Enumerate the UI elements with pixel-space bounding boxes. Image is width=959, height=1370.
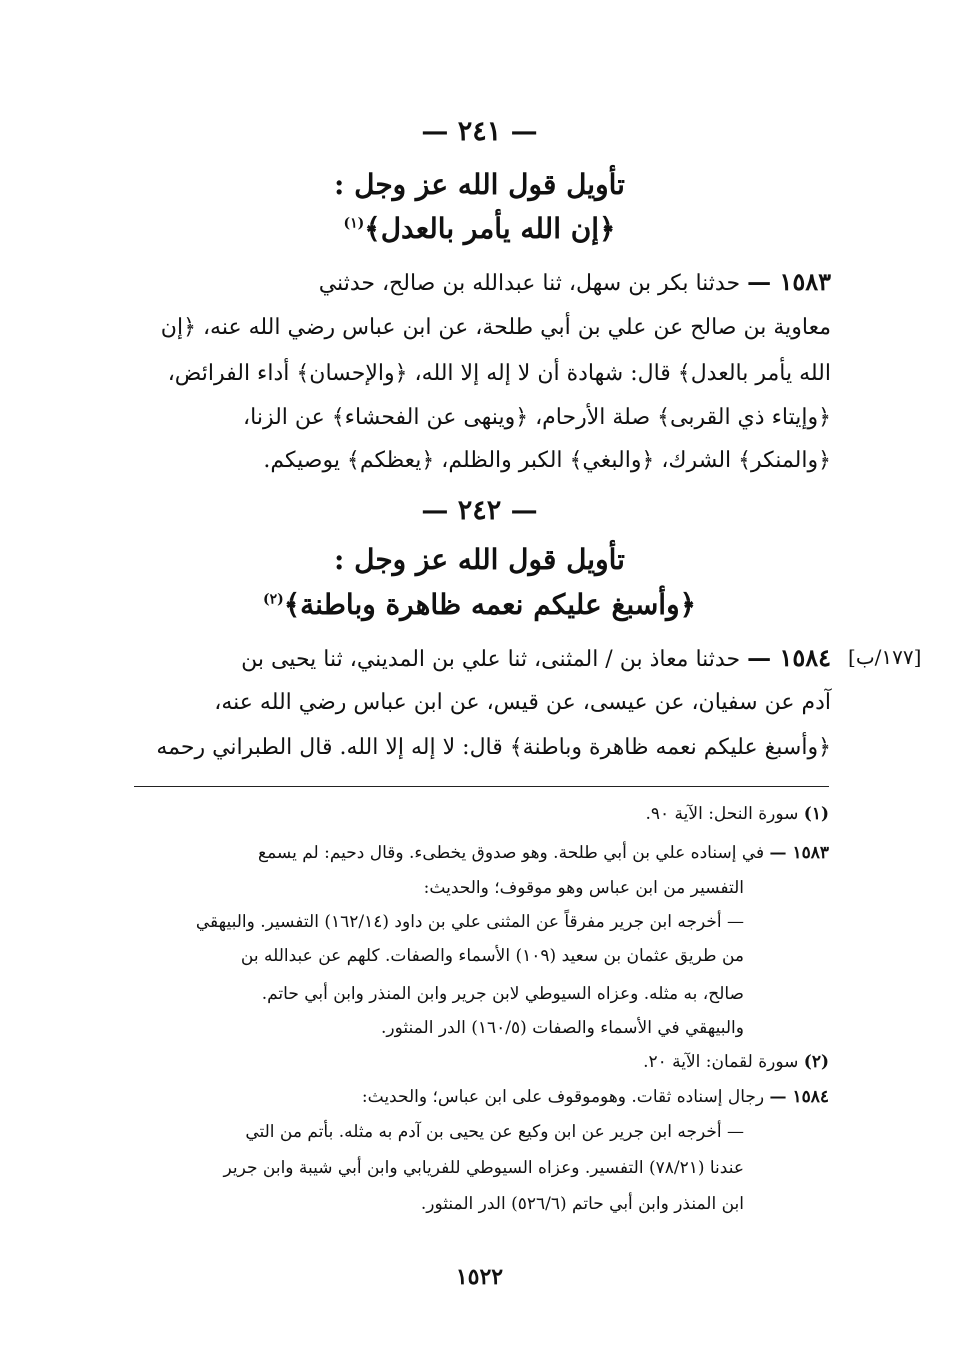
footnote-text: سورة لقمان: الآية ٢٠. xyxy=(643,1052,799,1072)
footnote-line xyxy=(258,845,829,862)
hadith-line: الله يأمر بالعدل﴾ قال: شهادة أن لا إله إلا الله، ﴿والإحسان﴾ أداء الفرائض، xyxy=(167,361,831,386)
ayah-text: ﴿وأسبغ عليكم نعمه ظاهرة وباطنة﴾ xyxy=(283,588,696,621)
hadith-line: ﴿والمنكر﴾ الشرك، ﴿والبغي﴾ الكبر والظلم، ﴿يعظكم﴾ يوصيكم. xyxy=(263,448,831,473)
footnote-line xyxy=(645,806,829,823)
footnote-line: والبيهقي في الأسماء والصفات (١٦٠/٥) الدر المنثور. xyxy=(381,1018,744,1038)
ayah-note-ref: (١) xyxy=(343,215,365,232)
footnote-text: في إسناده علي بن أبي طلحة. وهو صدوق يخطىء. وقال دحيم: لم يسمع xyxy=(258,843,765,863)
footnote-separator xyxy=(134,786,829,787)
chapter-title: تأويل قول الله عز وجل : xyxy=(334,168,625,201)
footnote-line: — أخرجه ابن جرير عن ابن وكيع عن يحيى بن آدم به مثله. بأتم من التي xyxy=(245,1122,744,1142)
hadith-number: ١٥٨٣ — xyxy=(747,267,831,296)
footnote-label: ١٥٨٣ — xyxy=(769,843,829,863)
hadith-number: ١٥٨٤ — xyxy=(747,643,831,672)
hadith-text: حدثنا معاذ بن / المثنى، ثنا علي بن المديني، ثنا يحيى بن xyxy=(241,647,741,672)
hadith-line: ﴿وأسبغ عليكم نعمه ظاهرة وباطنة﴾ قال: لا إله إلا الله. قال الطبراني رحمه xyxy=(156,735,831,760)
hadith-line: ﴿وإيتاء ذي القربى﴾ صلة الأرحام، ﴿وينهى عن الفحشاء﴾ عن الزنا، xyxy=(243,405,831,430)
footnote-line xyxy=(362,1089,829,1106)
hadith-line: آدم عن سفيان، عن عيسى، عن قيس، عن ابن عباس رضي الله عنه، xyxy=(214,690,831,715)
footnote-line: التفسير من ابن عباس وهو موقوف؛ والحديث: xyxy=(423,878,744,898)
footnote-line: — أخرجه ابن جرير مفرقاً عن المثنى علي بن داود (١٦٢/١٤) التفسير. والبيهقي xyxy=(195,912,744,932)
page-number: ١٥٢٢ xyxy=(455,1264,504,1290)
hadith-line: معاوية بن صالح عن علي بن أبي طلحة، عن ابن عباس رضي الله عنه، ﴿إن xyxy=(160,315,831,340)
chapter-ayah xyxy=(0,212,959,245)
footnote-line xyxy=(643,1054,829,1071)
hadith-line xyxy=(318,267,831,296)
footnote-line: صالح، به مثله. وعزاه السيوطي لابن جرير وابن المنذر وابن أبي حاتم. xyxy=(261,984,744,1004)
manuscript-folio-marker: [١٧٧/ب] xyxy=(848,645,922,669)
footnote-text: رجال إسناده ثقات. وهوموقوف على ابن عباس؛ والحديث: xyxy=(361,1087,765,1107)
ayah-note-ref: (٢) xyxy=(262,591,284,608)
chapter-number: — ٢٤١ — xyxy=(421,116,538,147)
footnote-label: ١٥٨٤ — xyxy=(769,1087,829,1107)
ayah-text: ﴿إن الله يأمر بالعدل﴾ xyxy=(364,212,616,245)
chapter-title: تأويل قول الله عز وجل : xyxy=(334,543,625,576)
footnote-text: سورة النحل: الآية ٩٠. xyxy=(645,804,799,824)
chapter-ayah xyxy=(0,588,959,621)
hadith-line xyxy=(241,643,831,672)
hadith-text: حدثنا بكر بن سهل، ثنا عبدالله بن صالح، حدثني xyxy=(318,271,741,296)
footnote-label: (١) xyxy=(803,804,829,824)
footnote-line: ابن المنذر وابن أبي حاتم (٥٢٦/٦) الدر المنثور. xyxy=(420,1194,744,1214)
chapter-number: — ٢٤٢ — xyxy=(421,495,538,526)
footnote-line: عندنا (٧٨/٢١) التفسير. وعزاه السيوطي للفريابي وابن أبي شيبة وابن جرير xyxy=(223,1158,744,1178)
footnote-label: (٢) xyxy=(803,1052,829,1072)
footnote-line: من طريق عثمان بن سعيد (١٠٩) الأسماء والصفات. كلهم عن عبدالله بن xyxy=(240,946,744,966)
